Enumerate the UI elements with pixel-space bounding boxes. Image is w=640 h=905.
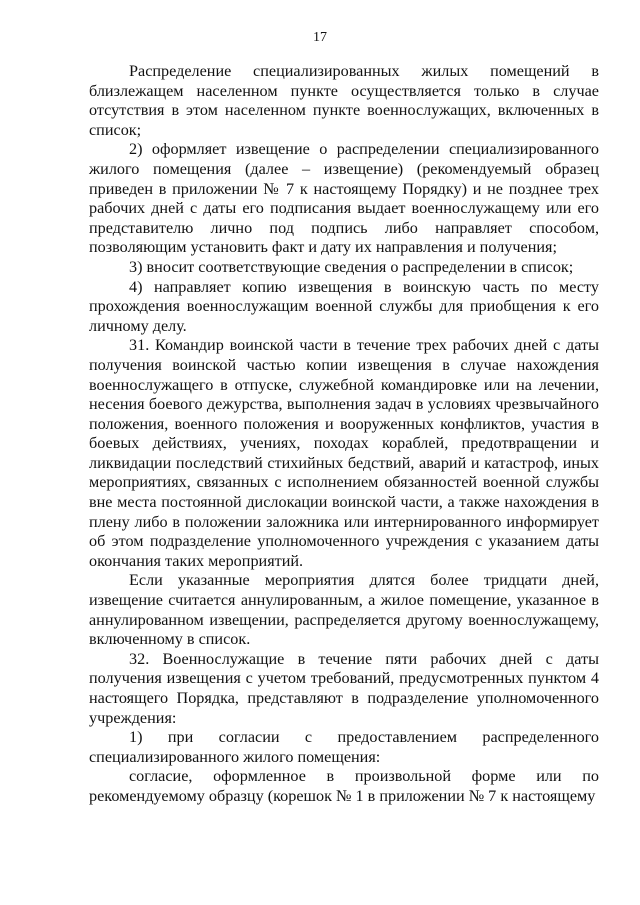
paragraph-consent-item-1: 1) при согласии с предоставлением распределенного специализированного жилого помещения: xyxy=(89,728,599,766)
page-number: 17 xyxy=(313,30,327,45)
paragraph-clause-31: 31. Командир воинской части в течение трех рабочих дней с даты получения воинской частью копии извещения в случае нахождения военнослужащего в отпуске, служебной командировке или на лечении, несения боевого дежурства, выполнения задач в условиях чрезвычайного положения, военного положения и вооруженных конфликтов, участия в боевых действиях, учениях, походах кораблей, предотвращении и ликвидации последствий стихийных бедствий, аварий и катастроф, иных мероприятиях, связанных с исполнением обязанностей военной службы вне места постоянной дислокации воинской части, а также нахождения в плену либо в положении заложника или интернированного информирует об этом подразделение уполномоченного учреждения с указанием даты окончания таких мероприятий. xyxy=(89,336,599,570)
paragraph-consent-form: согласие, оформленное в произвольной форме или по рекомендуемому образцу (корешок № 1 в приложении № 7 к настоящему xyxy=(89,767,599,805)
paragraph-item-3: 3) вносит соответствующие сведения о распределении в список; xyxy=(129,257,574,276)
document-body xyxy=(89,62,599,807)
paragraph-item-2: 2) оформляет извещение о распределении специализированного жилого помещения (далее – извещение) (рекомендуемый образец приведен в приложении № 7 к настоящему Порядку) и не позднее трех рабочих дней с даты его подписания выдает военнослужащему или его представителю лично под подпись либо направляет способом, позволяющим установить факт и дату их направления и получения; xyxy=(89,140,599,257)
paragraph-annulment: Если указанные мероприятия длятся более тридцати дней, извещение считается аннулированным, а жилое помещение, указанное в аннулированном извещении, распределяется другому военнослужащему, включенному в список. xyxy=(89,571,599,649)
paragraph-item-4: 4) направляет копию извещения в воинскую часть по месту прохождения военнослужащим военной службы для приобщения к его личному делу. xyxy=(89,277,599,335)
paragraph-allocation-nearby: Распределение специализированных жилых помещений в близлежащем населенном пункте осуществляется только в случае отсутствия в этом населенном пункте военнослужащих, включенных в список; xyxy=(89,62,599,139)
paragraph-clause-32: 32. Военнослужащие в течение пяти рабочих дней с даты получения извещения с учетом требований, предусмотренных пунктом 4 настоящего Порядка, представляют в подразделение уполномоченного учреждения: xyxy=(89,649,599,727)
